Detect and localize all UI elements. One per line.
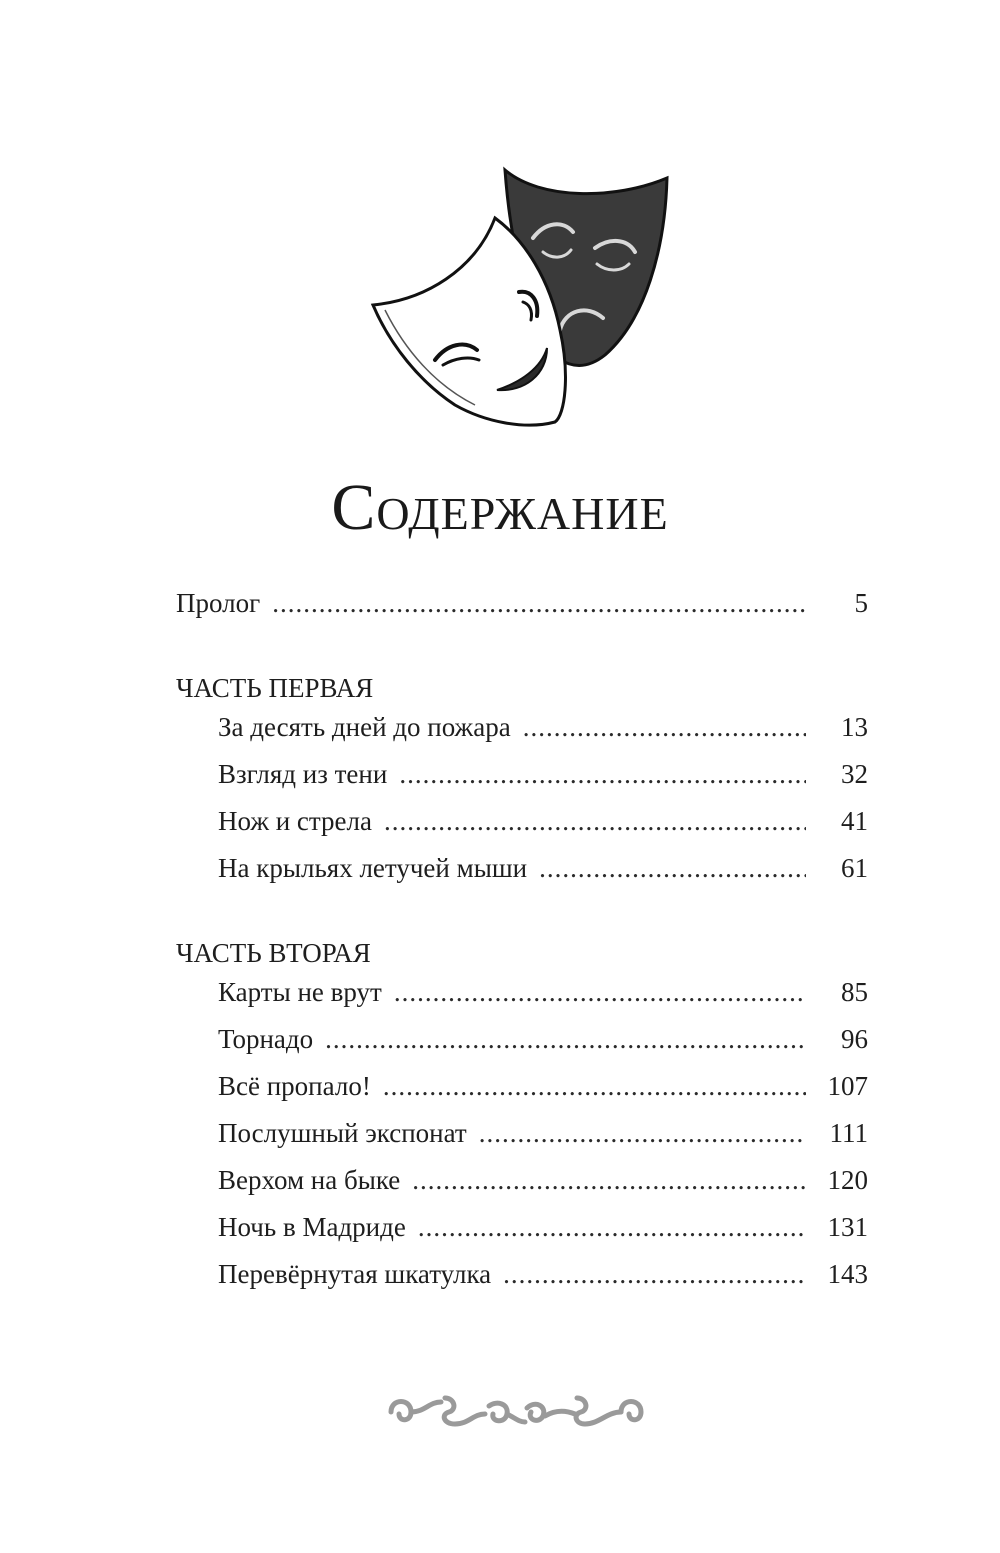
toc-entry-page: 41 xyxy=(841,806,868,836)
toc-entry-page: 32 xyxy=(841,759,868,789)
toc-entry-label: Торнадо xyxy=(218,1024,314,1054)
dot-leader xyxy=(272,588,806,619)
toc-entry[interactable] xyxy=(176,806,868,853)
toc-entry[interactable] xyxy=(176,977,868,1024)
toc-entry-label: Верхом на быке xyxy=(218,1165,401,1195)
toc-entry[interactable] xyxy=(176,759,868,806)
toc-entry-page: 13 xyxy=(841,712,868,742)
toc-entry-label: Послушный экспонат xyxy=(218,1118,467,1148)
theatre-masks-icon xyxy=(365,160,675,440)
scroll-ornament-icon xyxy=(385,1388,647,1436)
dot-leader xyxy=(539,853,806,884)
toc-entry[interactable] xyxy=(176,1024,868,1071)
dot-leader xyxy=(399,759,806,790)
dot-leader xyxy=(479,1118,806,1149)
toc-entry-page: 131 xyxy=(827,1212,868,1242)
toc-entry-label: Карты не врут xyxy=(218,977,382,1007)
toc-entry-page: 5 xyxy=(854,588,868,618)
dot-leader xyxy=(383,1071,806,1102)
dot-leader xyxy=(418,1212,806,1243)
toc-entry-label: За десять дней до пожара xyxy=(218,712,511,742)
toc-entry-label: Пролог xyxy=(176,588,261,618)
toc-entry-label: Взгляд из тени xyxy=(218,759,388,789)
dot-leader xyxy=(325,1024,806,1055)
toc-entry-page: 143 xyxy=(827,1259,868,1289)
toc-entry[interactable] xyxy=(176,853,868,900)
toc-entry-label: Всё пропало! xyxy=(218,1071,371,1101)
toc-entry-prologue[interactable] xyxy=(176,588,868,635)
dot-leader xyxy=(523,712,806,743)
toc-entry-page: 85 xyxy=(841,977,868,1007)
toc-entry[interactable] xyxy=(176,1212,868,1259)
toc-entry[interactable] xyxy=(176,1165,868,1212)
toc-entry-page: 96 xyxy=(841,1024,868,1054)
dot-leader xyxy=(503,1259,806,1290)
part-heading: ЧАСТЬ ПЕРВАЯ xyxy=(176,673,374,703)
toc-entry-label: На крыльях летучей мыши xyxy=(218,853,528,883)
toc-entry[interactable] xyxy=(176,1118,868,1165)
toc-entry-page: 61 xyxy=(841,853,868,883)
toc-entry-page: 120 xyxy=(827,1165,868,1195)
toc-entry-label: Нож и стрела xyxy=(218,806,372,836)
table-of-contents xyxy=(176,588,868,1306)
toc-entry[interactable] xyxy=(176,1071,868,1118)
toc-entry-label: Перевёрнутая шкатулка xyxy=(218,1259,492,1289)
toc-entry-page: 111 xyxy=(829,1118,868,1148)
toc-entry-label: Ночь в Мадриде xyxy=(218,1212,406,1242)
part-heading: ЧАСТЬ ВТОРАЯ xyxy=(176,938,371,968)
dot-leader xyxy=(384,806,806,837)
dot-leader xyxy=(412,1165,806,1196)
page-title: Содержание xyxy=(331,471,669,544)
dot-leader xyxy=(394,977,806,1008)
toc-entry[interactable] xyxy=(176,712,868,759)
toc-entry[interactable] xyxy=(176,1259,868,1306)
toc-entry-page: 107 xyxy=(827,1071,868,1101)
